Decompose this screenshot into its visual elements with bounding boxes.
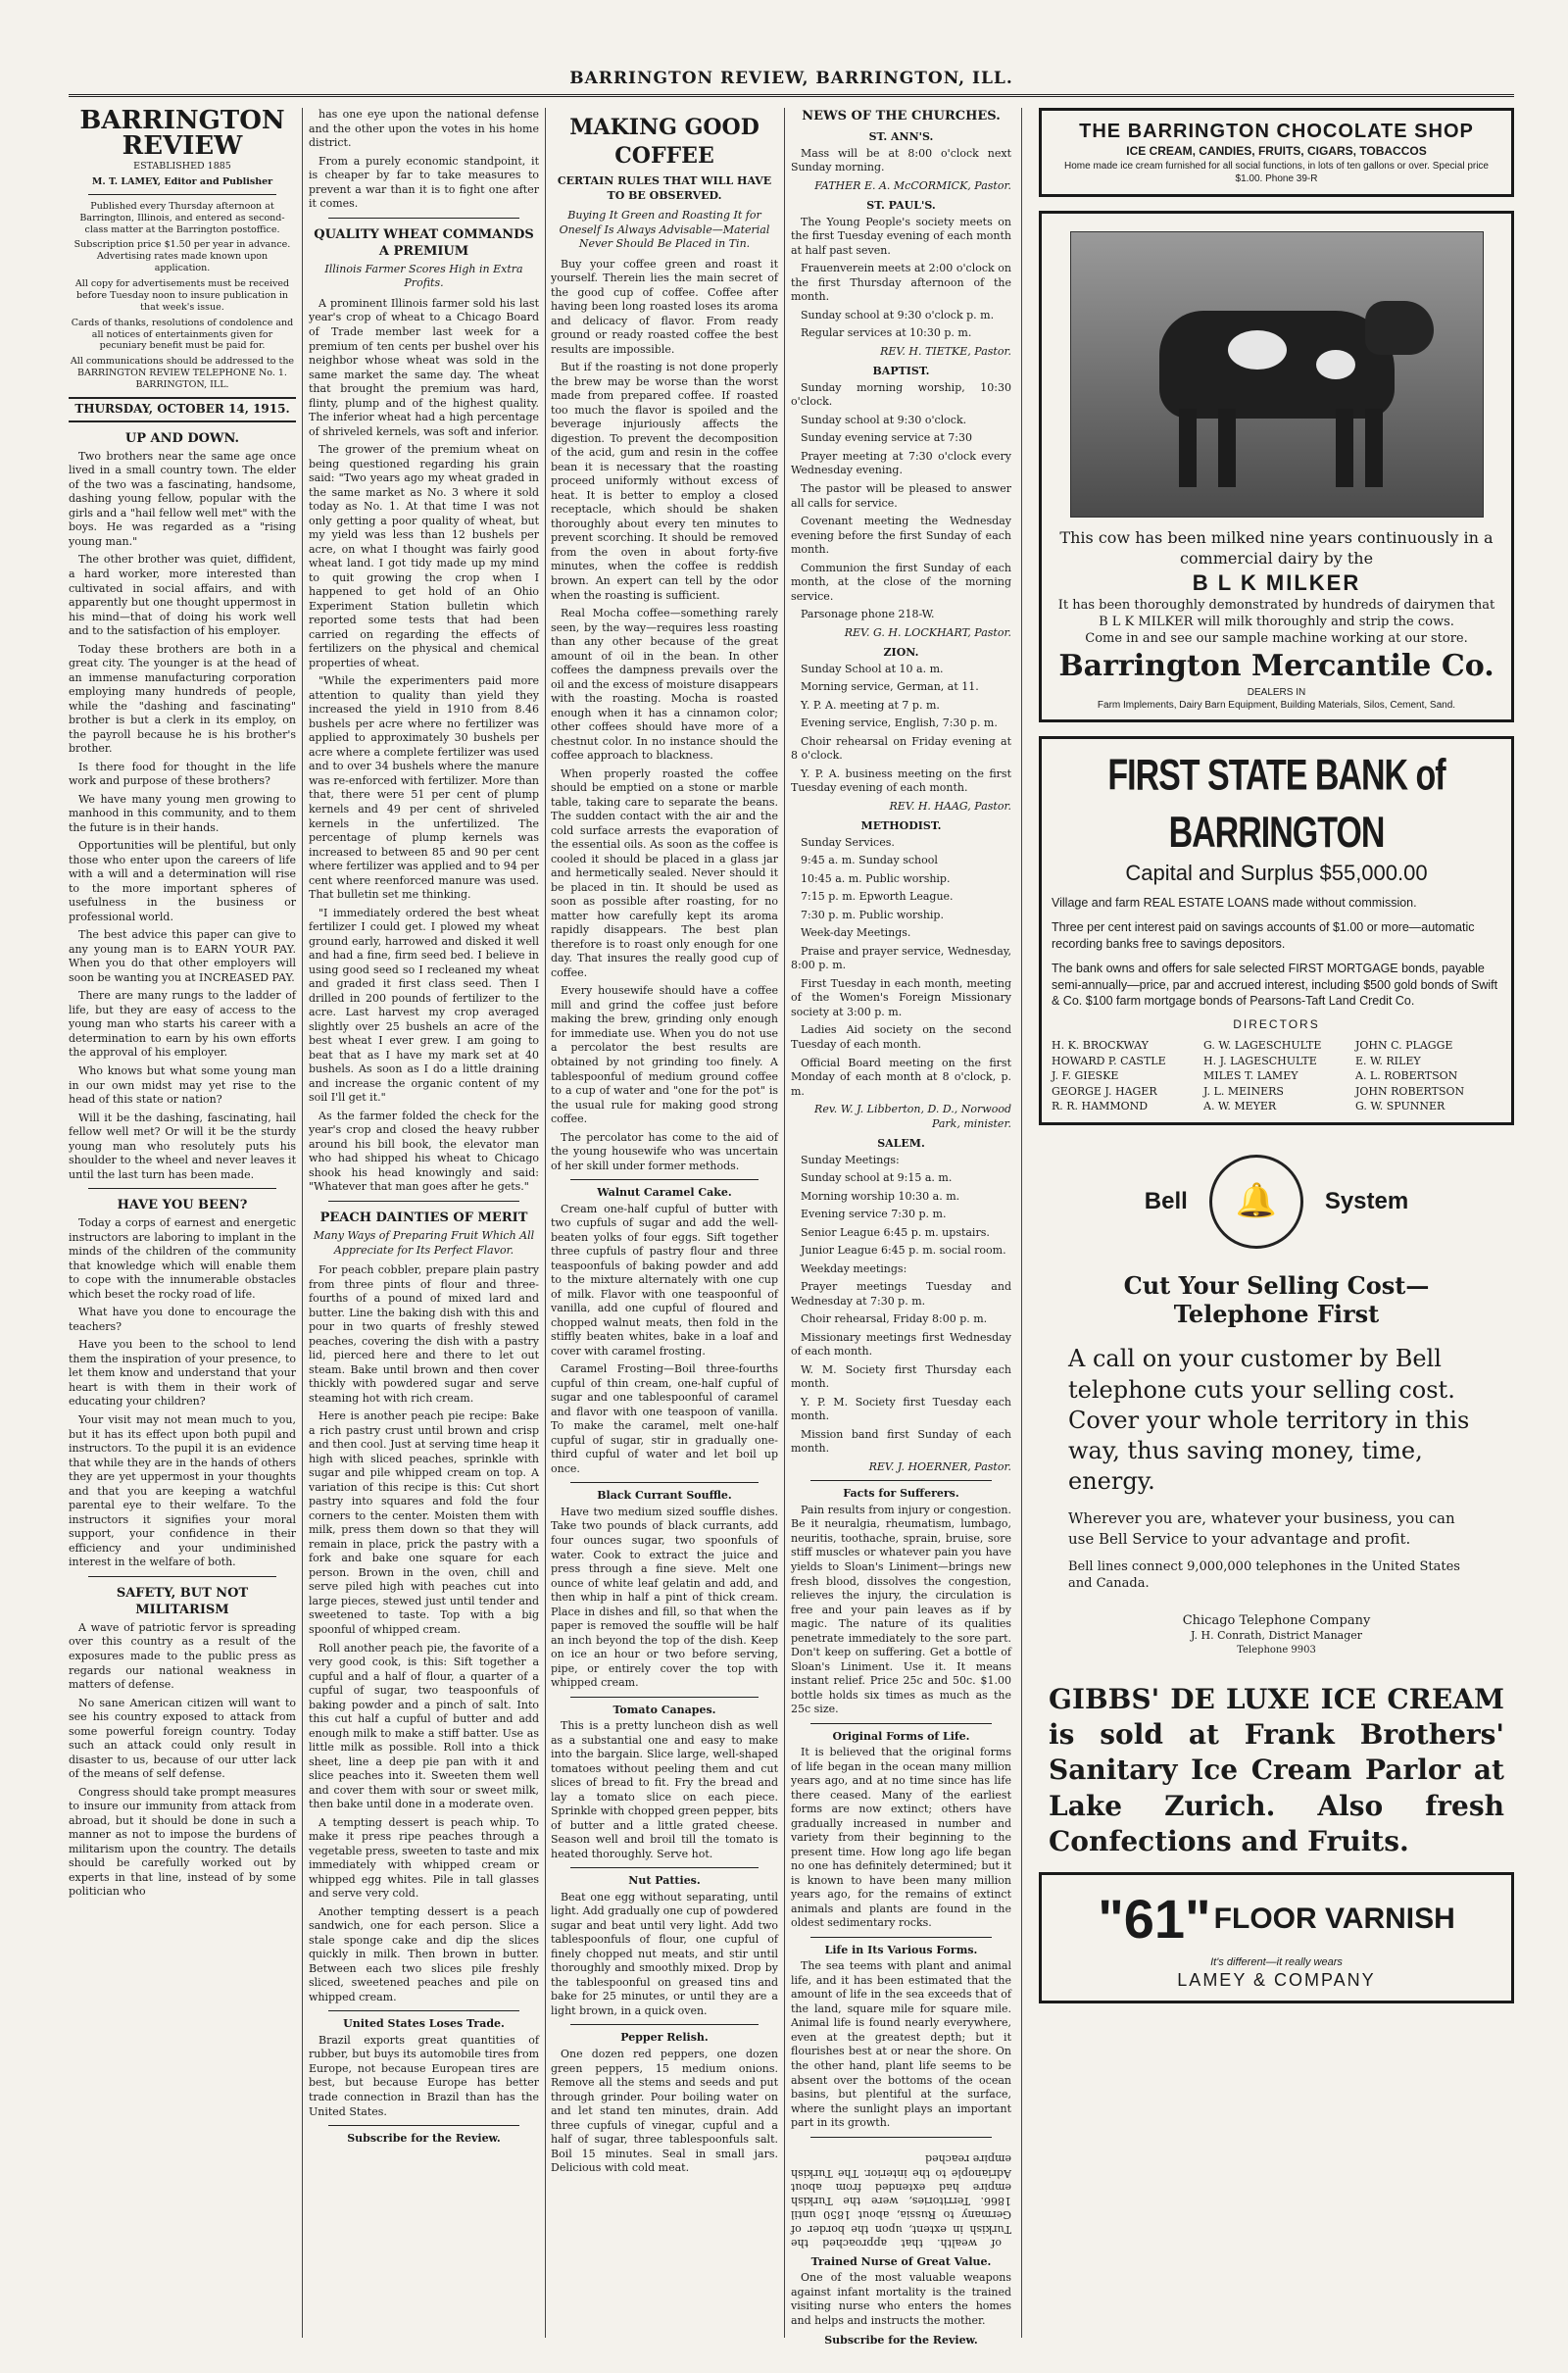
paragraph: There are many rungs to the ladder of life, but they are easy of access to the young man who starts his career with a determination to earn by his own efforts the approval of his employer.: [69, 989, 296, 1060]
church-line: Evening service, English, 7:30 p. m.: [801, 717, 998, 730]
church-line: Senior League 6:45 p. m. upstairs.: [801, 1225, 990, 1239]
church-line: Sunday school at 9:15 a. m.: [801, 1171, 953, 1185]
divider: [88, 1188, 276, 1189]
church-line: REV. J. HOERNER, Pastor.: [868, 1459, 1011, 1473]
paragraph: Another tempting dessert is a peach sandwich, one for each person. Slice a stale sponge cake and dip the slices quickly in milk. Then brown in butter. Between each two slices pile freshly sliced, sweetened peaches and pile on whipped cream.: [309, 1904, 539, 2003]
ad-fine-print: Home made ice cream furnished for all social functions, in lots of ten gallons or over. Special price $1.00. Phone 39-R: [1064, 161, 1489, 185]
bell-manager: J. H. Conrath, District Manager: [1190, 1629, 1363, 1642]
paragraph: The best advice this paper can give to any young man is to EARN YOUR PAY. When you do that other employers will soon be wanting you at INCREASED PAY.: [69, 928, 296, 984]
church-name: ZION.: [883, 646, 919, 660]
divider: [328, 2125, 519, 2126]
subscription: Subscription price $1.50 per year in advance. Advertising rates made known upon application.: [74, 239, 291, 274]
church-line: Sunday Meetings:: [801, 1153, 900, 1166]
varnish-ad: [1039, 1872, 1514, 2003]
divider: [88, 194, 276, 195]
bank-text: Village and farm REAL ESTATE LOANS made without commission.: [1052, 896, 1417, 911]
bell-text: A call on your customer by Bell telephone cuts your selling cost. Cover your whole territory in this way, thus saving money, time, energy.: [1068, 1345, 1470, 1496]
paragraph: Pain results from injury or congestion. Be it neuralgia, rheumatism, lumbago, neuritis, toothache, sprain, bruise, sore stiff muscles or whatever pain you have yields to Sloan's Liniment—brings new fresh blood, dissolves the congestion, relieves the injury, the circulation is free and your pain leaves as if by magic. The nature of its qualities penetrate immediately to the sore part. Don't keep on suffering. Get a bottle of Sloan's Liniment. Use it. It means instant relief. Price 25c and 50c. $1.00 bottle holds six times as much as the 25c size.: [791, 1503, 1011, 1716]
church-line: The pastor will be pleased to answer all calls for service.: [791, 481, 1011, 510]
paragraph: Every housewife should have a coffee mill and grind the coffee just before making the brew, grinding only enough for immediate use. When you do not use a percolator the best results are obtained by not grinding too finely. A tablespoonful of medium ground coffee to a cup of water and "one for the pot" is the usual rule for making good strong coffee.: [551, 984, 778, 1126]
milker-ad: [1039, 211, 1514, 723]
paragraph: For peach cobbler, prepare plain pastry from three pints of flour and three-fourths of a pound of mixed lard and butter. Line the baking dish with this and pour in two quarts of freshly stewed peaches, covering the dish with a pastry lid, pierced here and there to let out steam. Bake until brown and then cover thickly with powdered sugar and serve steaming hot with rich cream.: [309, 1263, 539, 1405]
paragraph: has one eye upon the national defense and the other upon the votes in his home district.: [309, 108, 539, 150]
article-head: Trained Nurse of Great Value.: [810, 2254, 992, 2268]
church-line: Y. P. A. meeting at 7 p. m.: [801, 698, 940, 712]
paragraph: When properly roasted the coffee should be emptied on a stone or marble table, taking care to separate the beans. The sudden contact with the air and the cold surface arrests the evaporation of the essential oils. As soon as the coffee is cooled it should be placed in a glass jar and hermetically sealed. Never should it be placed in tin. It should be used as soon as possible after roasting, for no matter how carefully kept its aroma rapidly disappears. The best plan therefore is to roast only enough for one day. That insures the really good cup of coffee.: [551, 766, 778, 979]
church-line: Parsonage phone 218-W.: [801, 608, 935, 621]
church-line: Mission band first Sunday of each month.: [791, 1427, 1011, 1456]
church-line: Sunday evening service at 7:30: [801, 431, 972, 445]
church-name: METHODIST.: [860, 819, 942, 833]
masthead: BARRINGTON REVIEW: [79, 106, 285, 161]
article-subhead: Buying It Green and Roasting It for Oneself Is Always Advisable—Material Never Should Be Placed in Tin.: [559, 209, 770, 251]
church-line: Junior League 6:45 p. m. social room.: [801, 1244, 1006, 1258]
paragraph: Opportunities will be plentiful, but only those who enter upon the careers of life with a will and a determination will rise to the more important spheres of usefulness in the business or professional world.: [69, 839, 296, 923]
ads-column: [1039, 108, 1514, 2338]
column-rule: [545, 108, 546, 2338]
divider: [810, 1937, 992, 1938]
church-name: ST. ANN'S.: [868, 130, 934, 144]
director-name: G. W. LAGESCHULTE: [1203, 1039, 1322, 1053]
paragraph: We have many young men growing to manhood in this community, and to them the future is in their hands.: [69, 792, 296, 834]
varnish-title: FLOOR VARNISH: [1213, 1902, 1455, 1935]
director-name: J. F. GIESKE: [1052, 1069, 1119, 1083]
paragraph: The other brother was quiet, diffident, a hard worker, more interested than cultivated in social affairs, and with apparently but one thought uppermost in his mind—that of doing his work well and to the satisfaction of his employer.: [69, 553, 296, 638]
church-name: BAPTIST.: [872, 365, 930, 378]
director-name: A. W. MEYER: [1203, 1100, 1277, 1113]
recipe-head: Black Currant Souffle.: [597, 1489, 732, 1503]
director-name: JOHN ROBERTSON: [1355, 1084, 1465, 1098]
divider: [570, 2024, 759, 2025]
varnish-number: "61": [1098, 1887, 1211, 1950]
article-deck: CERTAIN RULES THAT WILL HAVE TO BE OBSERVED.: [557, 174, 772, 202]
church-line: Official Board meeting on the first Monday of each month at 8 o'clock, p. m.: [791, 1056, 1011, 1098]
chocolate-shop-ad: [1039, 108, 1514, 197]
cow-head: [1365, 301, 1434, 355]
gibbs-ad: GIBBS' DE LUXE ICE CREAM is sold at Frank Brothers' Sanitary Ice Cream Parlor at Lake Zurich. Also fresh Confections and Fruits.: [1049, 1682, 1504, 1858]
cow-spot: [1316, 350, 1355, 379]
subscribe-note: Subscribe for the Review.: [347, 2132, 501, 2146]
paragraph: A prominent Illinois farmer sold his last year's crop of wheat to a Chicago Board of Trade member last week for a premium of ten cents per bushel over his neighbor whose wheat was sold in the same market the same day. The wheat that brought the premium was hard, flinty, plump and of the highest quality. The inferior wheat had a high percentage of shriveled kernels, was soft and inferior.: [309, 296, 539, 438]
paragraph: The percolator has come to the aid of the young housewife who was uncertain of her skill under former methods.: [551, 1130, 778, 1172]
paragraph: One dozen red peppers, one dozen green peppers, 15 medium onions. Remove all the stems and seeds and put through grinder. Pour boiling water on and let stand ten minutes, drain. Add three cupfuls of vinegar, cupful and a half of sugar, three tablespoonfuls salt. Boil 15 minutes. Seal in small jars. Delicious with cold meat.: [551, 2048, 778, 2175]
editorial-head: UP AND DOWN.: [124, 430, 240, 446]
church-line: Y. P. A. business meeting on the first Tuesday evening of each month.: [791, 766, 1011, 795]
director-name: A. L. ROBERTSON: [1355, 1069, 1458, 1083]
divider: [328, 1201, 519, 1202]
column-3: [551, 108, 778, 2338]
bell-label: Bell: [1144, 1187, 1188, 1214]
bell-company: Chicago Telephone Company: [1182, 1612, 1371, 1628]
church-line: 7:30 p. m. Public worship.: [801, 908, 944, 921]
church-line: First Tuesday in each month, meeting of the Women's Foreign Missionary society at 3:00 p. m.: [791, 976, 1011, 1018]
column-1: [69, 108, 296, 2338]
system-label: System: [1324, 1187, 1409, 1214]
church-line: Week-day Meetings.: [801, 926, 911, 940]
bell-headline-2: Telephone First: [1173, 1299, 1380, 1328]
director-name: H. J. LAGESCHULTE: [1203, 1054, 1317, 1067]
column-2: [309, 108, 539, 2338]
church-line: Covenant meeting the Wednesday evening before the first Sunday of each month.: [791, 515, 1011, 557]
copy-note: All copy for advertisements must be received before Tuesday noon to insure publication in that week's issue.: [74, 278, 290, 313]
bell-headline-1: Cut Your Selling Cost—: [1123, 1270, 1430, 1300]
church-line: Prayer meeting at 7:30 o'clock every Wednesday evening.: [791, 449, 1011, 477]
article-head: Original Forms of Life.: [832, 1729, 970, 1743]
paragraph: One of the most valuable weapons against infant mortality is the trained visiting nurse who enters the homes and helps and instructs the mother.: [791, 2271, 1011, 2327]
paragraph: Who knows but what some young man in our own midst may yet rise to the head of this state or nation?: [69, 1064, 296, 1107]
director-name: R. R. HAMMOND: [1052, 1100, 1149, 1113]
editor: M. T. LAMEY, Editor and Publisher: [91, 175, 273, 187]
director-name: MILES T. LAMEY: [1203, 1069, 1298, 1083]
church-line: Morning service, German, at 11.: [801, 680, 979, 694]
church-line: Missionary meetings first Wednesday of each month.: [791, 1330, 1011, 1359]
director-name: H. K. BROCKWAY: [1052, 1039, 1149, 1053]
inverted-text: of wealth. that approached the Turkish in extent, upon the border of Germany to Russia, about 1850 until 1866. Territories, were the Turkish empire had extended from about Adrianople to the interior. The Turkish empire reached: [791, 2151, 1011, 2249]
paragraph: A wave of patriotic fervor is spreading over this country as a result of the exposures made to the public press as regards our national weakness in matters of defense.: [69, 1620, 296, 1692]
director-name: JOHN C. PLAGGE: [1355, 1039, 1453, 1053]
recipe-head: Tomato Canapes.: [612, 1703, 716, 1716]
divider: [570, 1867, 759, 1868]
milker-name: B L K MILKER: [1192, 569, 1361, 595]
paragraph: Real Mocha coffee—something rarely seen, by the way—requires less roasting than any other because of the great amount of oil in the bean. In other coffees the dampness prevails over the oil and the excess of moisture disappears with the roasting. Mocha is roasted enough when it has a cinnamon color; other coffees should have more of a chestnut color. In no instance should the coffee approach to blackness.: [551, 607, 778, 763]
church-line: Regular services at 10:30 p. m.: [801, 326, 972, 340]
paragraph: What have you done to encourage the teachers?: [69, 1306, 296, 1333]
paragraph: "I immediately ordered the best wheat fertilizer I could get. I plowed my wheat ground early, harrowed and disked it well and had a fine, firm seed bed. I believe in using good seed so I recleaned my wheat and graded it first class seed. Then I drilled in 200 pounds of fertilizer to the acre. Last harvest my crop averaged slightly over 25 bushels an acre of the best wheat I ever grew. I am going to beat that as I have my mark set at 40 bushels. As soon as I do a little draining and increase the organic content of my soil I'll get it.": [309, 906, 539, 1105]
column-4: [791, 108, 1011, 2348]
dealers-label: DEALERS IN: [1247, 686, 1306, 698]
church-line: Sunday School at 10 a. m.: [801, 662, 944, 675]
divider: [810, 2137, 992, 2138]
divider: [570, 1697, 759, 1698]
article-head: PEACH DAINTIES OF MERIT: [319, 1210, 528, 1225]
bell-logo-icon: 🔔: [1209, 1155, 1303, 1249]
bank-text: The bank owns and offers for sale selected FIRST MORTGAGE bonds, payable semi-annually—price, par and accrued interest, including $500 gold bonds of Swift & Co. $100 farm mortgage bonds of Pearsons-Taft Land Credit Co.: [1052, 961, 1498, 1009]
church-line: 7:15 p. m. Epworth League.: [801, 890, 954, 904]
divider: [328, 218, 519, 219]
church-line: REV. H. TIETKE, Pastor.: [880, 344, 1011, 358]
paragraph: Your visit may not mean much to you, but it has its effect upon both pupil and instructors. To the pupil it is an evidence that while they are in the hands of others they are yet uppermost in your thoughts and that you are keeping a watchful parental eye to their welfare. To the instructors it signifies your moral support, your confidence in their efficiency and your undiminished interest in the welfare of both.: [69, 1412, 296, 1569]
paragraph: Have you been to the school to lend them the inspiration of your presence, to let them know and understand that your heart is with them in their work of educating your children?: [69, 1338, 296, 1409]
church-name: SALEM.: [877, 1137, 925, 1151]
varnish-tagline: It's different—it really wears: [1210, 1955, 1343, 1968]
editorial-head: SAFETY, BUT NOT MILITARISM: [116, 1585, 249, 1617]
church-line: Communion the first Sunday of each month, at the close of the morning service.: [791, 561, 1011, 603]
bell-text: Wherever you are, whatever your business, you can use Bell Service to your advantage and profit.: [1068, 1509, 1455, 1548]
paragraph: But if the roasting is not done properly the brew may be worse than the worst made from prepared coffee. If roasted too much the flavor is spoiled and the beverage injuriously affects the digestion. To prevent the decomposition of the acid, gum and resin in the coffee bean it is necessary that the roasting proceed uniformly without excess of heat. It is better to employ a closed receptacle, which should be shaken thoroughly about every ten minutes to prevent scorching. It should be removed from the oven in about forty-five minutes, when the coffee is reddish brown. An expert can tell by the odor when the roasting is sufficient.: [551, 361, 778, 602]
ad-title: THE BARRINGTON CHOCOLATE SHOP: [1079, 121, 1474, 142]
recipe-head: Pepper Relish.: [620, 2031, 709, 2045]
divider: [570, 1482, 759, 1483]
paragraph: As the farmer folded the check for the year's crop and closed the heavy rubber around his bill book, the elevator man who had shipped his wheat to Chicago shook his head knowingly and said: "Whatever that man goes after he gets.": [309, 1109, 539, 1194]
ad-subtitle: ICE CREAM, CANDIES, FRUITS, CIGARS, TOBACCOS: [1126, 144, 1427, 159]
pub-info: Published every Thursday afternoon at Barrington, Illinois, and entered as second-class matter at the Barrington postoffice.: [79, 200, 285, 235]
church-line: FATHER E. A. McCORMICK, Pastor.: [814, 178, 1011, 192]
newspaper-page: [69, 69, 1514, 2348]
church-list: [791, 130, 1011, 1474]
divider: [328, 2010, 519, 2011]
paragraph: Cream one-half cupful of butter with two cupfuls of sugar and add the well-beaten yolks of four eggs. Sift together three cupfuls of pastry flour and three teaspoonfuls of baking powder and add to the mixture alternately with one cup of milk. Flavor with one teaspoonful of vanilla, add one cupful of floured and chopped walnut meats, then fold in the stiffly beaten whites, bake in a loaf and cover with caramel frosting.: [551, 1202, 778, 1358]
paragraph: Today these brothers are both in a great city. The younger is at the head of an immense manufacturing corporation employing many hundreds of people, while the "dashing and fascinating" brother is but a clerk in its employ, on the payroll because he is his brother's brother.: [69, 642, 296, 756]
paragraph: The sea teems with plant and animal life, and it has been estimated that the amount of life in the sea exceeds that of the land, square mile for square mile. Animal life is found nearly everywhere, even at the greatest depth; but it flourishes best at or near the shore. On the other hand, plant life seems to be absent over the bottoms of the ocean basins, but plentiful at the surface, where the sunlight plays an important part in its growth.: [791, 1959, 1011, 2130]
church-line: Praise and prayer service, Wednesday, 8:00 p. m.: [791, 944, 1011, 972]
column-rule: [302, 108, 303, 2338]
milker-caption: This cow has been milked nine years continuously in a commercial dairy by the: [1059, 527, 1494, 568]
article-head: MAKING GOOD COFFEE: [569, 115, 760, 170]
bell-header: [1068, 1155, 1485, 1249]
editorial-body: [69, 450, 296, 1182]
church-line: 10:45 a. m. Public worship.: [801, 871, 951, 885]
paragraph: Today a corps of earnest and energetic instructors are laboring to implant in the minds of the children of the community that knowledge which will enable them to cope with the innumerable obstacles which beset the rocky road of life.: [69, 1216, 296, 1301]
church-line: Choir rehearsal on Friday evening at 8 o'clock.: [791, 734, 1011, 763]
directors-head: DIRECTORS: [1233, 1017, 1320, 1032]
paragraph: This is a pretty luncheon dish as well as a substantial one and easy to make into the bargain. Slice large, well-shaped tomatoes without peeling them and cut slices of bread to fit. Fry the bread and lay a tomato slice on each piece. Sprinkle with chopped green pepper, bits of butter and a little grated cheese. Season well and broil till the tomato is heated thoroughly. Serve hot.: [551, 1719, 778, 1860]
paragraph: Beat one egg without separating, until light. Add gradually one cup of powdered sugar and beat until very light. Add two tablespoonfuls of flour, one cupful of finely chopped nut meats, and stir until thoroughly and smoothly mixed. Drop by the tablespoonful on greased tins and bake for 25 minutes, or until they are a light brown, in a quick oven.: [551, 1890, 778, 2017]
paragraph: "While the experimenters paid more attention to quality than yield they increased the yield in 1910 from 8.46 bushels per acre where no fertilizer was applied to approximately 30 bushels per acre where a complete fertilizer was used and to over 34 bushels where the manure was re-enforced with fertilizer. More than that, there were 51 per cent of plump kernels and 49 per cent of shriveled kernels in the unfertilized. The percentage of plump kernels was increased to between 85 and 90 per cent where fertilizer was applied and to 94 per cent where reenforced manure was used. That bulletin set me thinking.: [309, 674, 540, 902]
paragraph: Here is another peach pie recipe: Bake a rich pastry crust until brown and crisp and then cool. Just at serving time heap it high with sliced peaches, sprinkle with sugar and pile whipped cream on top. A variation of this recipe is this: Cut short pastry into squares and fold the four corners to the center. Moisten them with milk, press them down so that they will remain in place, prick the pastry with a fork and bake one square for each person. Brown in the oven, chill and serve piled high with peaches cut into large pieces, stewed just until tender and sweetened to taste. Top with a big spoonful of whipped cream.: [309, 1409, 539, 1636]
recipe-head: Nut Patties.: [628, 1874, 701, 1888]
cow-photo: [1070, 231, 1484, 518]
bank-text: Three per cent interest paid on savings accounts of $1.00 or more—automatic recording banks free to savings depositors.: [1052, 919, 1475, 951]
church-line: Ladies Aid society on the second Tuesday of each month.: [791, 1023, 1011, 1051]
directors-list: [1052, 1039, 1501, 1114]
article-head: QUALITY WHEAT COMMANDS A PREMIUM: [314, 226, 534, 259]
church-line: Prayer meetings Tuesday and Wednesday at 7:30 p. m.: [791, 1280, 1011, 1308]
divider: [810, 1723, 992, 1724]
paragraph: Roll another peach pie, the favorite of a very good cook, is this: Sift together a cupful and a half of flour, a quarter of a cupful of sugar, two teaspoonfuls of baking powder and a pinch of salt. Into this cut half a cupful of butter and add enough milk to make a stiff batter. Use as little milk as possible. Roll into a thick sheet, line a deep pie pan with it and slice peaches into it. Sweeten them well and cover them with sour or sweet milk, then bake until done in a moderate oven.: [309, 1641, 539, 1811]
article-head: Life in Its Various Forms.: [824, 1943, 978, 1956]
director-name: GEORGE J. HAGER: [1052, 1084, 1157, 1098]
church-line: Morning worship 10:30 a. m.: [801, 1189, 960, 1203]
church-line: 9:45 a. m. Sunday school: [801, 854, 938, 867]
cow-leg: [1179, 409, 1197, 487]
column-rule: [1021, 108, 1022, 2338]
article-head: Facts for Sufferers.: [843, 1487, 959, 1501]
paragraph: Caramel Frosting—Boil three-fourths cupful of thin cream, one-half cupful of sugar and one tablespoonful of caramel and flavor with one teaspoon of vanilla. To make the caramel, melt one-half cupful of sugar, stir in gradually one-third cupful of water and let boil up once.: [551, 1362, 778, 1475]
mercantile-name: Barrington Mercantile Co.: [1058, 649, 1494, 684]
paragraph: Will it be the dashing, fascinating, hail fellow well met? Or will it be the sturdy young man who resolutely puts his shoulder to the wheel and never leaves it until the last turn has been made.: [69, 1111, 296, 1181]
church-line: The Young People's society meets on the first Tuesday evening of each month at half past seven.: [791, 215, 1011, 257]
church-line: Evening service 7:30 p. m.: [801, 1208, 947, 1221]
paragraph: Is there food for thought in the life work and purpose of these brothers?: [69, 760, 296, 788]
church-line: Choir rehearsal, Friday 8:00 p. m.: [801, 1312, 988, 1326]
bank-title: FIRST STATE BANK of BARRINGTON: [1107, 751, 1446, 858]
bell-text: Bell lines connect 9,000,000 telephones in the United States and Canada.: [1068, 1558, 1460, 1592]
subscribe-note: Subscribe for the Review.: [824, 2334, 978, 2348]
divider: [570, 1179, 759, 1180]
director-name: E. W. RILEY: [1355, 1054, 1421, 1067]
church-line: Weekday meetings:: [801, 1261, 907, 1275]
milker-text: Come in and see our sample machine working at our store.: [1085, 631, 1468, 647]
paragraph: The grower of the premium wheat on being questioned regarding his grain said: "Two years ago my wheat graded in the same market as No. 3 where it sold today as No. 1. At that time I was not only getting a poor quality of wheat, but my yield was less than 12 bushels per acre, on what I thought was fairly good wheat land. I got tidy made up my mind to quit growing the crop when I happened to get hold of an Ohio Experiment Station bulletin which reported some tests that had been carried on regarding the effects of fertilizers on the physical and chemical properties of wheat.: [309, 443, 539, 669]
cow-spot: [1228, 330, 1287, 370]
paragraph: Buy your coffee green and roast it yourself. Therein lies the main secret of the good cup of coffee. Coffee after having been long roasted loses its aroma and delicacy of flavor. From ready ground or ready roasted coffee the best results are impossible.: [551, 257, 778, 356]
bank-capital: Capital and Surplus $55,000.00: [1125, 861, 1428, 886]
paragraph: Have two medium sized souffle dishes. Take two pounds of black currants, add four ounces sugar, two spoonfuls of water. Cook to extract the juice and press through a fine sieve. Melt one ounce of white leaf gelatin and add, and then whip in half a pint of thick cream. Place in dishes and fill, so that when the paper is removed the souffle will be half an inch beyond the top of the dish. Keep on ice an hour or two before serving, pipe, or entirely cover the top with whipped cream.: [551, 1505, 778, 1690]
cards-note: Cards of thanks, resolutions of condolence and all notices of entertainments given for pecuniary benefit must be paid for.: [71, 317, 294, 352]
article-subhead: Many Ways of Preparing Fruit Which All Appreciate for Its Perfect Flavor.: [313, 1229, 535, 1257]
dateline: THURSDAY, OCTOBER 14, 1915.: [69, 397, 296, 422]
paragraph: Brazil exports great quantities of rubber, but buys its automobile tires from Europe, not because European tires are best, but because Europe has better trade connection in Brazil than has the United States.: [309, 2033, 539, 2118]
church-line: Sunday school at 9:30 o'clock p. m.: [801, 308, 995, 321]
church-line: Frauenverein meets at 2:00 o'clock on the first Thursday afternoon of the month.: [791, 262, 1011, 304]
bank-ad: [1039, 736, 1514, 1124]
paragraph: It is believed that the original forms of life began in the ocean many million years ago, and at no time since has life there ceased. Many of the earliest forms are now extinct; others have gradually increased in number and variety from their beginning to the present time. How long ago life began no one has definitely determined; but it is known to have been many million years ago, for the remains of extinct animals and plants are found in the oldest sedimentary rocks.: [791, 1746, 1011, 1930]
varnish-company: LAMEY & COMPANY: [1177, 1970, 1376, 1991]
bell-phone: Telephone 9903: [1237, 1644, 1316, 1656]
church-line: REV. G. H. LOCKHART, Pastor.: [844, 625, 1011, 639]
church-line: Mass will be at 8:00 o'clock next Sunday morning.: [791, 146, 1011, 174]
church-line: Rev. W. J. Libberton, D. D., Norwood Park, minister.: [814, 1103, 1011, 1130]
churches-head: NEWS OF THE CHURCHES.: [802, 109, 1001, 124]
editorial-head: HAVE YOU BEEN?: [117, 1198, 248, 1213]
milker-text: It has been thoroughly demonstrated by hundreds of dairymen that B L K MILKER will milk thoroughly and strip the cows.: [1057, 597, 1495, 629]
church-line: Y. P. M. Society first Tuesday each month.: [791, 1395, 1011, 1423]
column-rule: [784, 108, 785, 2338]
church-line: W. M. Society first Thursday each month.: [791, 1362, 1011, 1391]
church-name: ST. PAUL'S.: [866, 199, 936, 213]
article-subhead: Illinois Farmer Scores High in Extra Profits.: [324, 262, 523, 290]
paragraph: Congress should take prompt measures to insure our immunity from attack from abroad, but it should be done in such a manner as not to impose the burdens of militarism upon the country. The details should be carefully worked out by experts in that line, instead of by some politician who: [69, 1785, 296, 1899]
dealers-goods: Farm Implements, Dairy Barn Equipment, Building Materials, Silos, Cement, Sand.: [1097, 700, 1456, 712]
established: ESTABLISHED 1885: [133, 161, 231, 172]
paragraph: A tempting dessert is peach whip. To make it press ripe peaches through a vegetable press, sweeten to taste and mix immediately with whipped cream or whipped egg whites. Pile in tall glasses and serve very cold.: [309, 1815, 539, 1901]
bell-ad: [1039, 1155, 1514, 1656]
paragraph: From a purely economic standpoint, it is cheaper by far to take measures to prevent a war than it is to fight one after it comes.: [309, 154, 539, 211]
recipe-head: Walnut Caramel Cake.: [597, 1186, 732, 1200]
director-name: G. W. SPUNNER: [1355, 1100, 1446, 1113]
running-head: BARRINGTON REVIEW, BARRINGTON, ILL.: [69, 69, 1514, 97]
church-line: Sunday Services.: [801, 835, 895, 849]
cow-leg: [1218, 409, 1236, 487]
cow-leg: [1336, 409, 1353, 487]
article-head: United States Loses Trade.: [343, 2017, 505, 2031]
paragraph: Two brothers near the same age once lived in a small country town. The elder of the two was a fascinating, handsome, dashing young fellow, popular with the girls and a "hail fellow well met" with the boys. He was regarded as a "rising young man.": [69, 449, 296, 548]
director-name: HOWARD P. CASTLE: [1052, 1054, 1166, 1067]
cow-leg: [1365, 409, 1383, 487]
paragraph: No sane American citizen will want to see his country exposed to attack from some powerful foreign country. Today such an attack could only result in disaster to us, because of our utter lack of the means of self defense.: [69, 1696, 296, 1781]
church-line: Sunday school at 9:30 o'clock.: [801, 413, 967, 426]
divider: [88, 1576, 276, 1577]
divider: [810, 1480, 992, 1481]
church-line: Sunday morning worship, 10:30 o'clock.: [791, 380, 1011, 409]
church-line: REV. H. HAAG, Pastor.: [889, 799, 1011, 813]
director-name: J. L. MEINERS: [1203, 1084, 1284, 1098]
bell-headline: [1068, 1272, 1485, 1329]
communications: All communications should be addressed to the BARRINGTON REVIEW TELEPHONE No. 1. BARRINGTON, ILL.: [70, 356, 295, 390]
